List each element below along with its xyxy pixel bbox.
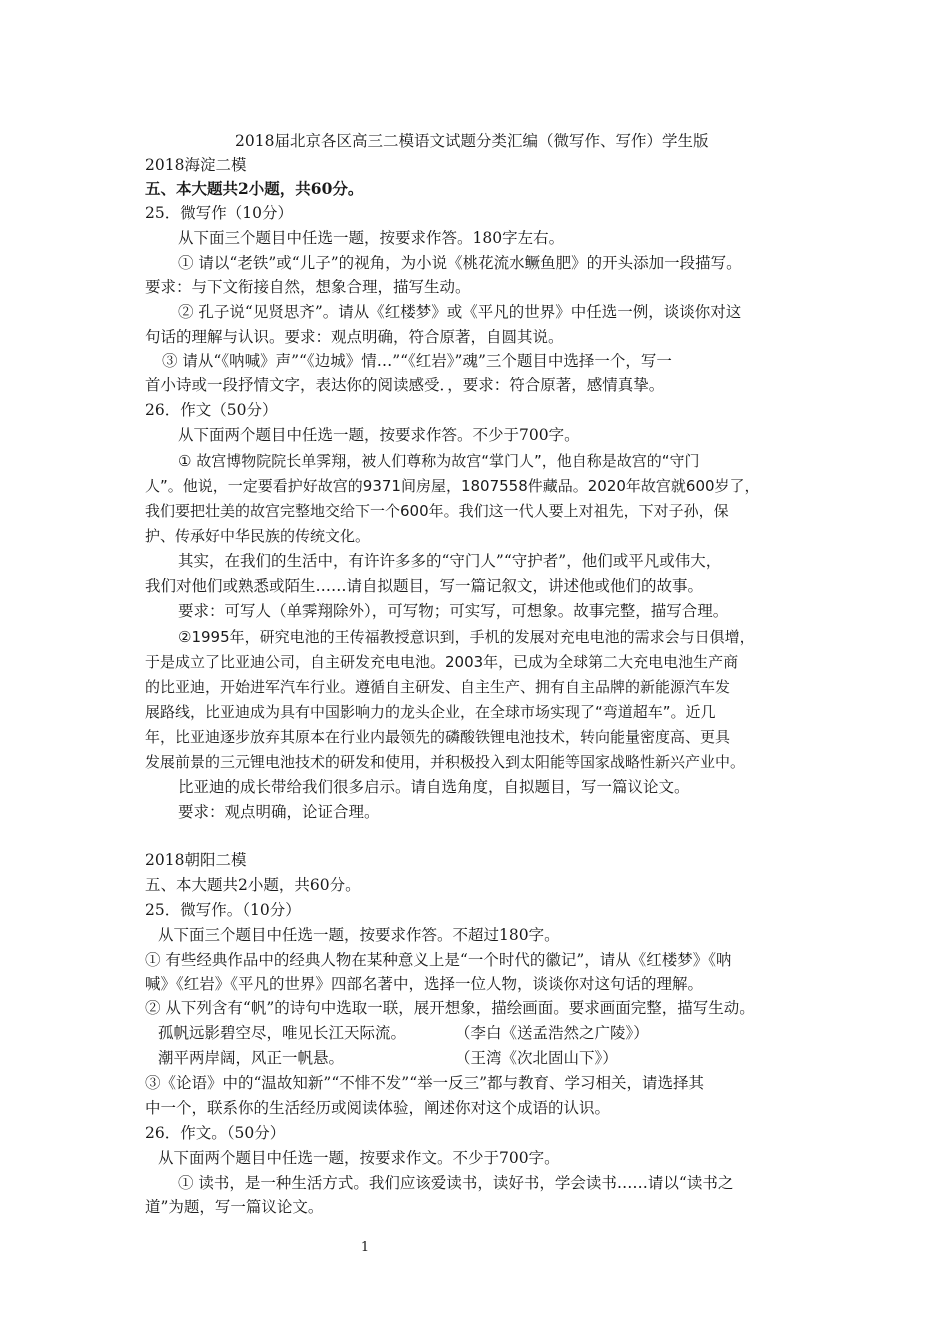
haidian-section-heading: 五、本大题共2小题，共60分。: [145, 179, 364, 198]
haidian-q26-option1-line3: 我们要把壮美的故宫完整地交给下一个600年。我们这一代人要上对祖先，下对子孙，保: [145, 502, 729, 520]
chaoyang-poem2-text: 潮平两岸阔，风正一帆悬。: [158, 1049, 345, 1067]
page-number: 1: [360, 1240, 370, 1255]
haidian-q25-option3-line2: 首小诗或一段抒情文字，表达你的阅读感受．，要求：符合原著，感情真挚。: [145, 376, 665, 394]
chaoyang-q26-option1-line1: ① 读书，是一种生活方式。我们应该爱读书，读好书，学会读书……请以“读书之: [178, 1174, 734, 1192]
haidian-q26-option2-line4: 展路线，比亚迪成为具有中国影响力的龙头企业，在全球市场实现了“弯道超车”。近几: [145, 703, 716, 721]
haidian-q26-option2-line5: 年，比亚迪逐步放弃其原本在行业内最领先的磷酸铁锂电池技术，转向能量密度高、更具: [145, 728, 731, 746]
haidian-q26-option2-line1: ②1995年，研究电池的王传福教授意识到，手机的发展对充电电池的需求会与日俱增，: [178, 628, 755, 646]
haidian-q26-option1-line2: 人”。他说，一定要看护好故宫的9371间房屋，1807558件藏品。2020年故宫就600岁了，: [145, 477, 760, 495]
chaoyang-poem1-text: 孤帆远影碧空尽，唯见长江天际流。: [158, 1024, 407, 1042]
haidian-q26-option2-line6: 发展前景的三元锂电池技术的研发和使用，并积极投入到太阳能等国家战略性新兴产业中。: [145, 753, 746, 771]
chaoyang-q25-label: 25．微写作。（10分）: [145, 901, 301, 919]
haidian-q26-option2-line2: 于是成立了比亚迪公司，自主研发充电电池。2003年，已成为全球第二大充电电池生产商: [145, 653, 739, 671]
haidian-q25-option1-line1: ① 请以“老铁”或“儿子”的视角，为小说《桃花流水鳜鱼肥》的开头添加一段描写。: [178, 254, 742, 272]
haidian-q25-option2-line1: ② 孔子说“见贤思齐”。请从《红楼梦》或《平凡的世界》中任选一例，谈谈你对这: [178, 303, 742, 321]
haidian-q25-option3-line1: ③ 请从“《呐喊》声”“《边城》情…”“《红岩》”魂”三个题目中选择一个，写一: [162, 352, 672, 370]
haidian-q26-option2-requirement: 要求：观点明确，论证合理。: [178, 803, 380, 821]
chaoyang-q25-option1-line1: ① 有些经典作品中的经典人物在某种意义上是“一个时代的徽记”，请从《红楼梦》《呐: [145, 951, 732, 969]
haidian-q26-option2-line7: 比亚迪的成长带给我们很多启示。请自选角度，自拟题目，写一篇议论文。: [178, 778, 690, 796]
haidian-q26-option1-line4: 护、传承好中华民族的传统文化。: [145, 527, 371, 545]
chaoyang-heading: 2018朝阳二模: [145, 851, 247, 869]
haidian-q26-label: 26．作文（50分）: [145, 401, 278, 419]
haidian-q26-option2-line3: 的比亚迪，开始进军汽车行业。遵循自主研发、自主生产、拥有自主品牌的新能源汽车发: [145, 678, 731, 696]
chaoyang-q25-option1-line2: 喊》《红岩》《平凡的世界》四部名著中，选择一位人物，谈谈你对这句话的理解。: [145, 975, 704, 993]
haidian-q26-option1-line5: 其实，在我们的生活中，有许许多多的“守门人”“守护者”，他们或平凡或伟大，: [178, 552, 722, 570]
haidian-heading: 2018海淀二模: [145, 156, 247, 174]
haidian-q26-intro: 从下面两个题目中任选一题，按要求作答。不少于700字。: [178, 426, 580, 444]
chaoyang-q25-option3-line1: ③《论语》中的“温故知新”“不悱不发”“举一反三”都与教育、学习相关，请选择其: [145, 1074, 705, 1092]
haidian-q26-option1-line6: 我们对他们或熟悉或陌生……请自拟题目，写一篇记叙文，讲述他或他们的故事。: [145, 577, 704, 595]
chaoyang-q26-option1-line2: 道”为题，写一篇议论文。: [145, 1198, 324, 1216]
chaoyang-poem2-source: （王湾《次北固山下》）: [455, 1049, 618, 1067]
chaoyang-q25-option2-line1: ② 从下列含有“帆”的诗句中选取一联，展开想象，描绘画面。要求画面完整，描写生动。: [145, 999, 755, 1017]
chaoyang-q25-intro: 从下面三个题目中任选一题，按要求作答。不超过180字。: [158, 926, 560, 944]
chaoyang-q26-label: 26．作文。（50分）: [145, 1124, 286, 1142]
haidian-q26-option1-line1: ① 故宫博物院院长单霁翔，被人们尊称为故宫“掌门人”，他自称是故宫的“守门: [178, 452, 700, 470]
document-title: 2018届北京各区高三二模语文试题分类汇编（微写作、写作）学生版: [235, 132, 709, 150]
chaoyang-q26-intro: 从下面两个题目中任选一题，按要求作文。不少于700字。: [158, 1149, 560, 1167]
haidian-q26-option1-requirement: 要求：可写人（单霁翔除外），可写物；可实写，可想象。故事完整，描写合理。: [178, 602, 729, 620]
haidian-q25-intro: 从下面三个题目中任选一题，按要求作答。180字左右。: [178, 229, 565, 247]
haidian-q25-option2-line2: 句话的理解与认识。要求：观点明确，符合原著，自圆其说。: [145, 328, 564, 346]
haidian-q25-label: 25．微写作（10分）: [145, 204, 293, 222]
haidian-q25-option1-line2: 要求：与下文衔接自然，想象合理，描写生动。: [145, 278, 471, 296]
chaoyang-poem1-source: （李白《送孟浩然之广陵》）: [455, 1024, 649, 1042]
chaoyang-section-heading: 五、本大题共2小题，共60分。: [145, 876, 361, 894]
chaoyang-q25-option3-line2: 中一个，联系你的生活经历或阅读体验，阐述你对这个成语的认识。: [145, 1099, 611, 1117]
